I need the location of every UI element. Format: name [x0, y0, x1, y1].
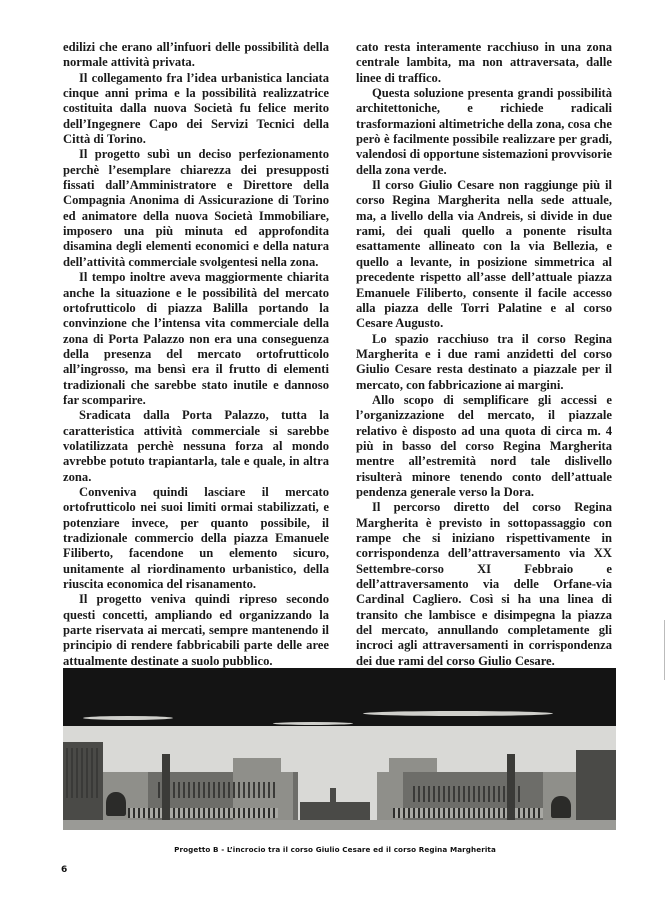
central-monument: [300, 802, 370, 820]
colonnade: [128, 808, 278, 818]
avenue-perspective: [281, 772, 293, 820]
tower-right-eagle: [507, 754, 515, 822]
paragraph: Questa soluzione presenta grandi possibilità architettoniche, e richiede radicali trasformazioni altimetriche della zona, cosa che però è facilmente possibile realizzare per gradi, valendosi di opportune sistemazioni provvisorie della zona verde.: [356, 86, 613, 177]
tree: [551, 796, 571, 818]
colonnade: [393, 808, 543, 818]
paragraph: Allo scopo di semplificare gli accessi e l’organizzazione del mercato, il piazzale relativo è disposto ad una quota di circa m. 4 più in basso del corso Regina Margherita mentre all’estremità nord tale dislivello risulterà minore tenendo conto dell’attuale pendenza generale verso la Dora.: [356, 392, 612, 499]
paragraph: Conveniva quindi lasciare il mercato ortofrutticolo nei suoi limiti ormai stabilizzati, e potenziare invece, per quanto possibile, il tradizionale commercio della piazza Emanuele Filiberto, facendone un elemento sicuro, unitamente al riordinamento urbanistico, della riuscita economica del risanamento.: [63, 484, 329, 592]
paragraph: Lo spazio racchiuso tra il corso Regina Margherita e i due rami anzidetti del corso Giulio Cesare resta destinato a piazzale per il mercato, con fabbricazione ai margini.: [356, 331, 612, 392]
paragraph: edilizi che erano all’infuori delle possibilità della normale attività privata.: [63, 40, 329, 70]
cloud: [273, 722, 353, 725]
paragraph: Il progetto subì un deciso perfezionamento perchè l’esemplare chiarezza dei presupposti fissati dall’Amministratore e Direttore della Compagnia Anonima di Assicurazione di Torino ed animatore della nuova Società Immobiliare, imposero una più minuta ed approfondita disamina degli elementi economici e della natura dell’attività commerciale svolgentesi nella zona.: [63, 147, 329, 269]
architectural-illustration: [63, 668, 616, 830]
paragraph: Il progetto veniva quindi ripreso secondo questi concetti, ampliando ed organizzando la parte riservata ai mercati, sempre mantenendo il principio di rendere fabbricabili parte delle aree attualmente destinate a suolo pubblico.: [63, 592, 329, 668]
scan-edge-mark: [664, 620, 665, 680]
tree: [106, 792, 126, 816]
paragraph: Il percorso diretto del corso Regina Margherita è previsto in sottopassaggio con rampe che si iniziano rispettivamente in corrispondenza dell’attraversamento via XX Settembre-corso XI Febbraio e dell’attraversamento via delle Orfane-via Cardinal Cagliero. Così si ha una linea di transito che lambisce e disimpegna la piazza del mercato, annullando completamente gli incroci agli attraversamenti in corrispondenza dei due rami del corso Giulio Cesare.: [356, 500, 612, 668]
page-number: 6: [61, 865, 68, 875]
monument-statue: [330, 788, 336, 804]
paragraph: Il corso Giulio Cesare non raggiunge più il corso Regina Margherita nella sede attuale, ma, a livello della via Andreis, si divide in due rami, dei quali quello a ponente risulta esattamente allineato con la via Bellezia, e quello a levante, in posizione simmetrica al precedente rispetto all’asse dell’attuale piazza Emanuele Filiberto, consente il facile accesso alla piazza delle Torri Palatine e al corso Cesare Augusto.: [356, 178, 612, 331]
cloud: [83, 716, 173, 720]
building-windows: [66, 748, 100, 798]
paragraph: Sradicata dalla Porta Palazzo, tutta la caratteristica attività commerciale si sarebbe volatilizzata perchè nessuna forza al mondo avrebbe potuto trapiantarla, tale e quale, in altra zona.: [63, 408, 329, 484]
paragraph: Il tempo inoltre aveva maggiormente chiarita anche la situazione e le possibilità del mercato ortofrutticolo di piazza Balilla portando la convinzione che l’intensa vita commerciale della zona di Porta Palazzo non era una conseguenza della presenza del mercato ortofrutticolo all’ingrosso, ma bensì era il frutto di elementi tradizionali che sarebbe stato inutile e dannoso far scomparire.: [63, 270, 329, 407]
tower-left-eagle: [162, 754, 170, 822]
paragraph: Il collegamento fra l’idea urbanistica lanciata cinque anni prima e la possibilità realizzatrice costituita dalla nuova Società fu felice merito dell’Ingegnere Capo dei Servizi Tecnici della Città di Torino.: [63, 70, 329, 147]
figure-caption: Progetto B - L’incrocio tra il corso Giulio Cesare ed il corso Regina Margherita: [174, 845, 496, 854]
building-right-foreground: [576, 750, 616, 822]
avenue-perspective: [377, 772, 389, 820]
left-text-column: [63, 40, 329, 761]
cloud: [363, 711, 553, 716]
piazza-ground: [63, 820, 616, 830]
paragraph: cato resta interamente racchiuso in una zona centrale lambita, ma non attraversata, dalle linee di traffico.: [356, 40, 612, 85]
building-windows: [158, 782, 278, 798]
